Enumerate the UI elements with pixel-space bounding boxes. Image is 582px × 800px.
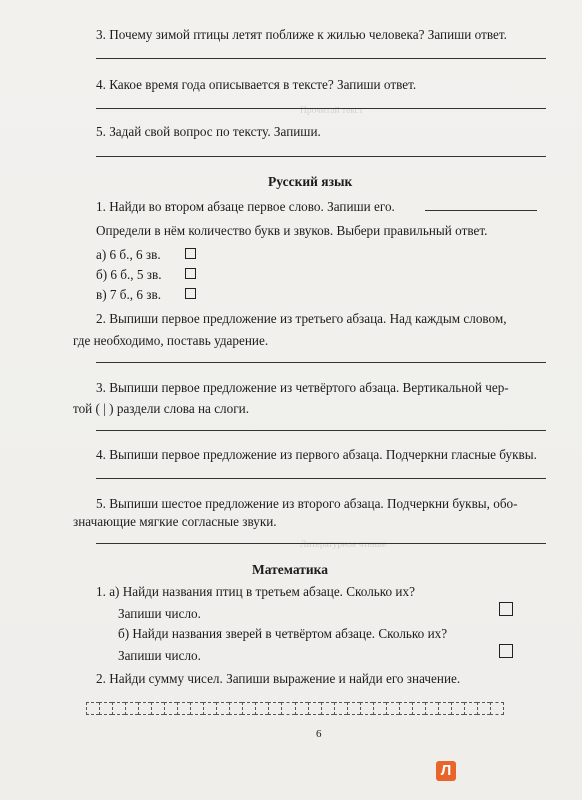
russian-q1-b: Определи в нём количество букв и звуков. Выбери правильный ответ. [96,223,488,238]
answer-grid[interactable] [86,702,504,715]
russian-q4: 4. Выпиши первое предложение из первого абзаца. Подчеркни гласные буквы. [96,447,537,462]
math-q1-b-answer-box[interactable] [499,644,513,658]
bleed-through-text: Прочитай текст [300,106,364,116]
option-c-checkbox[interactable] [185,288,196,299]
answer-line[interactable] [96,430,546,431]
russian-q3-b: той ( | ) раздели слова на слоги. [73,401,249,416]
russian-q2-b: где необходимо, поставь ударение. [73,333,269,348]
answer-line[interactable] [96,543,546,544]
option-a-checkbox[interactable] [185,248,196,259]
math-q1-b: б) Найди названия зверей в четвёртом абзаце. Сколько их? [118,626,448,641]
russian-q1: 1. Найди во втором абзаце первое слово. Запиши его. [96,199,395,214]
page-number: 6 [316,728,322,740]
option-b: б) 6 б., 5 зв. [96,267,162,282]
answer-line[interactable] [96,108,546,109]
bleed-through-text: Литературное чтение [300,540,387,550]
math-q1-a-answer-box[interactable] [499,602,513,616]
answer-line[interactable] [96,156,546,157]
task-5-reading: 5. Задай свой вопрос по тексту. Запиши. [96,124,321,139]
section-heading-russian: Русский язык [268,174,353,189]
math-q1-a: 1. а) Найди названия птиц в третьем абзаце. Сколько их? [96,584,415,599]
answer-line[interactable] [96,478,546,479]
answer-line[interactable] [425,210,537,211]
math-q1-a-sub: Запиши число. [118,606,201,621]
option-a: а) 6 б., 6 зв. [96,247,161,262]
answer-line[interactable] [96,362,546,363]
task-4-reading: 4. Какое время года описывается в тексте? Запиши ответ. [96,77,417,92]
option-c: в) 7 б., 6 зв. [96,287,162,302]
russian-q3-a: 3. Выпиши первое предложение из четвёртого абзаца. Вертикальной чер- [96,380,509,395]
option-b-checkbox[interactable] [185,268,196,279]
publisher-logo-icon: Л [436,761,456,781]
russian-q5-b: значающие мягкие согласные звуки. [73,514,277,529]
section-heading-math: Математика [252,562,329,577]
math-q2: 2. Найди сумму чисел. Запиши выражение и найди его значение. [96,671,461,686]
answer-line[interactable] [96,58,546,59]
task-3-reading: 3. Почему зимой птицы летят поближе к жилью человека? Запиши ответ. [96,27,507,42]
russian-q2-a: 2. Выпиши первое предложение из третьего абзаца. Над каждым словом, [96,311,507,326]
russian-q5-a: 5. Выпиши шестое предложение из второго абзаца. Подчеркни буквы, обо- [96,496,518,511]
math-q1-b-sub: Запиши число. [118,648,201,663]
